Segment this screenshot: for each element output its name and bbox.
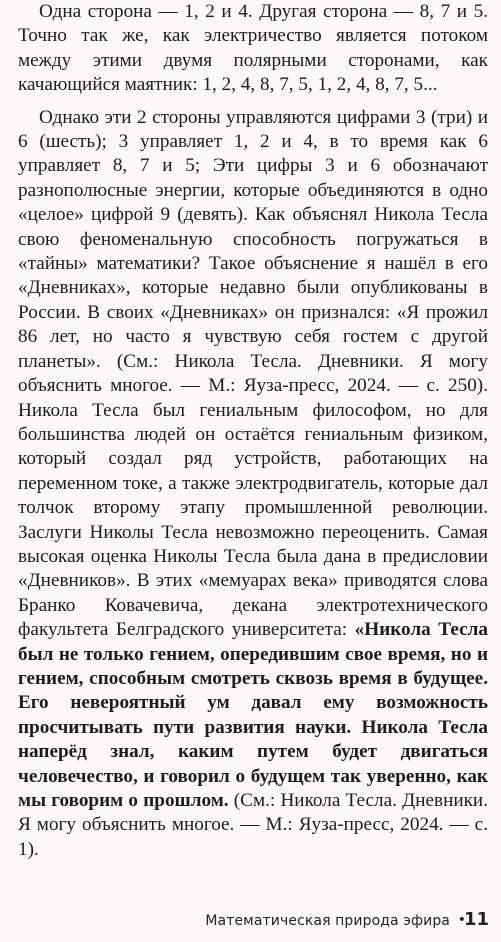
page-number: 11 <box>463 909 489 930</box>
kovacevic-quote: «Никола Тесла был не только гением, опередившим свое время, но и гением, способным смотреть сквозь время в будущее. Его невероятный ум давал ему возможность просчитывать пути развития науки. Никола Тесла наперёд знал, каким путем будет двигаться человечество, и говорил о будущем так уверенно, как мы говорим о прошлом. <box>18 619 488 811</box>
book-page-body <box>18 0 488 862</box>
paragraph-tesla-text: Однако эти 2 стороны управляются цифрами 3 (три) и 6 (шесть); 3 управляет 1, 2 и 4, в то время как 6 управляет 8, 7 и 5; Эти цифры 3 и 6 обозначают разнополюсные энергии, которые объединяются в одно «целое» цифрой 9 (девять). Как объяснял Никола Тесла свою феноменальную способность погружаться в «тайны» математики? Такое объяснение я нашёл в его «Дневниках», которые недавно были опубликованы в России. В своих «Дневниках» он признался: «Я прожил 86 лет, но часто я чувствую себя гостем с другой планеты». (См.: Никола Тесла. Дневники. Я могу объяснить многое. — М.: Яуза-пресс, 2024. — с. 250). Никола Тесла был гениальным философом, но для большинства людей он остаётся гениальным физиком, который создал ряд устройств, работающих на переменном токе, а также электродвигатель, которые дал толчок второму этапу промышленной революции. Заслуги Николы Тесла невозможно переоценить. Самая высокая оценка Николы Тесла была дана в предисловии «Дневников». В этих «мемуарах века» приводятся слова Бранко Ковачевича, декана электротехнического факультета Белградского университета: <box>18 106 488 641</box>
paragraph-tesla <box>18 106 488 863</box>
footer-bullet-icon: • <box>457 912 466 928</box>
page-footer <box>0 906 490 936</box>
running-title: Математическая природа эфира <box>205 913 450 929</box>
paragraph-polarity <box>18 0 488 98</box>
paragraph-polarity-text: Одна сторона — 1, 2 и 4. Другая сторона — 8, 7 и 5. Точно так же, как электричество является потоком между этими двумя полярными сторонами, как качающийся маятник: 1, 2, 4, 8, 7, 5, 1, 2, 4, 8, 7, 5... <box>18 1 488 96</box>
paragraph-tesla-citation: (См.: Никола Тесла. Дневники. Я могу объяснить многое. — М.: Яуза-пресс, 2024. — с. 1). <box>18 790 488 860</box>
